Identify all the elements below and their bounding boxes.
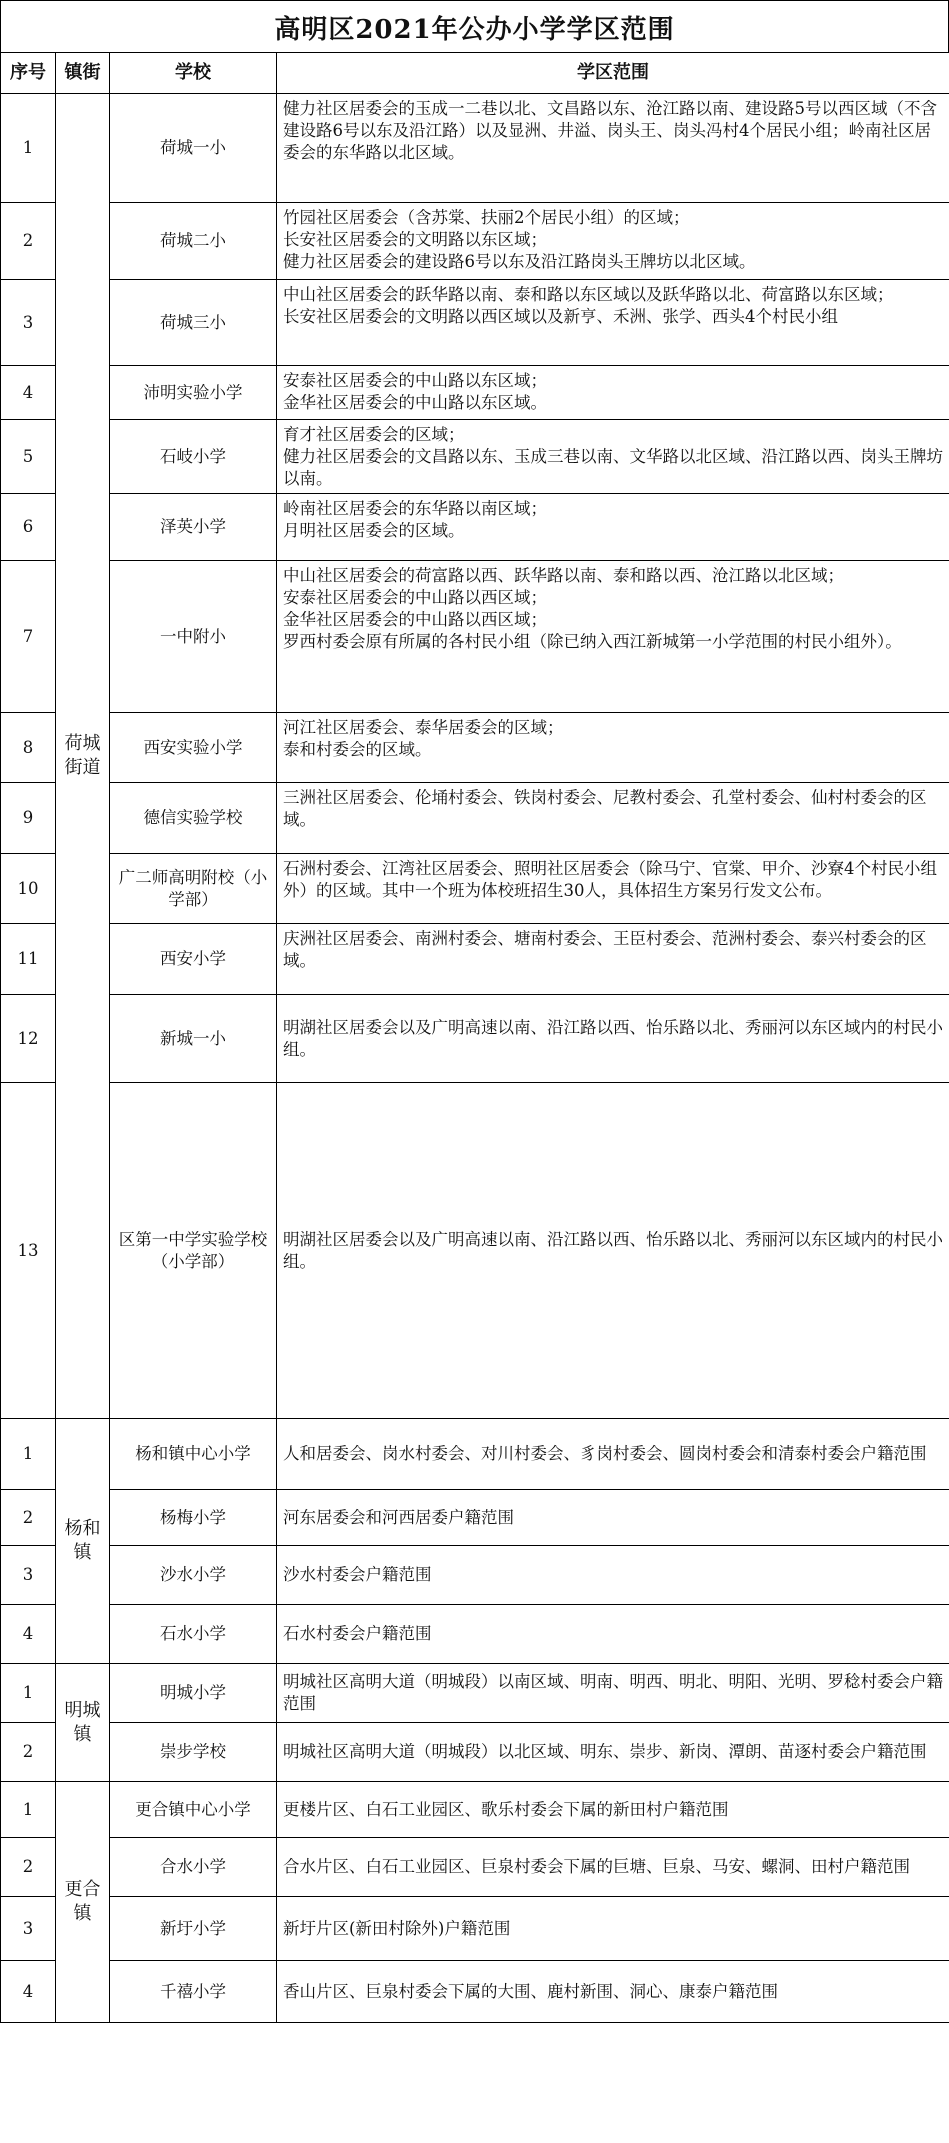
district-line: 安泰社区居委会的中山路以西区域；	[283, 588, 547, 607]
school-name: 荷城一小	[110, 94, 277, 203]
row-number: 11	[1, 924, 56, 995]
district-line: 香山片区、巨泉村委会下属的大围、鹿村新围、洞心、康泰户籍范围	[283, 1981, 778, 2001]
school-name: 新圩小学	[110, 1897, 277, 1961]
school-name: 区第一中学实验学校（小学部）	[110, 1083, 277, 1419]
table-row	[1, 420, 949, 494]
school-name: 石水小学	[110, 1605, 277, 1664]
town-cell	[56, 1419, 110, 1664]
district-line: 健力社区居委会的玉成一二巷以北、文昌路以东、沧江路以南、建设路5号以西区域（不含建设路6号以东及沿江路）以及显洲、井溢、岗头王、岗头冯村4个居民小组；岭南社区居委会的东华路以北区域。	[283, 99, 937, 162]
school-name: 一中附小	[110, 561, 277, 713]
district-scope	[277, 420, 949, 494]
district-line: 石水村委会户籍范围	[283, 1624, 432, 1643]
district-line: 合水片区、白石工业园区、巨泉村委会下属的巨塘、巨泉、马安、螺洞、田村户籍范围	[283, 1857, 910, 1876]
district-scope	[277, 1723, 949, 1782]
school-name: 明城小学	[110, 1664, 277, 1723]
row-number: 4	[1, 1605, 56, 1664]
district-line: 河东居委会和河西居委户籍范围	[283, 1507, 514, 1527]
table-row	[1, 1546, 949, 1605]
district-line: 更楼片区、白石工业园区、歌乐村委会下属的新田村户籍范围	[283, 1799, 729, 1819]
table-row	[1, 713, 949, 783]
table-row	[1, 783, 949, 854]
district-line: 育才社区居委会的区域；	[283, 425, 465, 444]
district-scope	[277, 995, 949, 1083]
row-number: 10	[1, 854, 56, 924]
header-district: 学区范围	[277, 53, 949, 94]
district-line: 安泰社区居委会的中山路以东区域；	[283, 371, 547, 390]
district-line: 泰和村委会的区域。	[283, 740, 432, 759]
row-number: 6	[1, 494, 56, 561]
row-number: 2	[1, 1838, 56, 1897]
district-line: 长安社区居委会的文明路以东区域；	[283, 230, 547, 249]
row-number: 3	[1, 1897, 56, 1961]
table-row	[1, 1961, 949, 2023]
district-scope	[277, 924, 949, 995]
table-row	[1, 494, 949, 561]
school-name: 合水小学	[110, 1838, 277, 1897]
header-no: 序号	[1, 53, 56, 94]
row-number: 2	[1, 203, 56, 280]
row-number: 12	[1, 995, 56, 1083]
table-row	[1, 1838, 949, 1897]
row-number: 1	[1, 1664, 56, 1723]
row-number: 1	[1, 94, 56, 203]
table-body	[1, 94, 949, 2023]
town-name: 杨和镇	[64, 1518, 101, 1563]
school-name: 荷城三小	[110, 280, 277, 366]
row-number: 8	[1, 713, 56, 783]
table-row	[1, 366, 949, 420]
school-name: 西安实验小学	[110, 713, 277, 783]
district-line: 健力社区居委会的文昌路以东、玉成三巷以南、文华路以北区域、沿江路以西、岗头王牌坊以南。	[283, 447, 943, 488]
district-line: 沙水村委会户籍范围	[283, 1565, 432, 1584]
town-name: 更合镇	[64, 1879, 101, 1924]
district-line: 竹园社区居委会（含苏棠、扶丽2个居民小组）的区域；	[283, 208, 690, 227]
school-name: 石岐小学	[110, 420, 277, 494]
district-scope	[277, 1419, 949, 1490]
town-name: 荷城街道	[64, 733, 101, 778]
school-name: 沙水小学	[110, 1546, 277, 1605]
table-row	[1, 1490, 949, 1546]
district-line: 健力社区居委会的建设路6号以东及沿江路岗头王牌坊以北区域。	[283, 252, 756, 271]
district-line: 中山社区居委会的跃华路以南、泰和路以东区域以及跃华路以北、荷富路以东区域；	[283, 285, 894, 304]
school-name: 泽英小学	[110, 494, 277, 561]
district-scope	[277, 1083, 949, 1419]
district-scope	[277, 1961, 949, 2023]
table-row	[1, 995, 949, 1083]
district-line: 河江社区居委会、泰华居委会的区域；	[283, 718, 564, 737]
district-line: 人和居委会、岗水村委会、对川村委会、豸岗村委会、圆岗村委会和清泰村委会户籍范围	[283, 1444, 927, 1463]
table-row	[1, 561, 949, 713]
school-name: 西安小学	[110, 924, 277, 995]
table-row	[1, 1083, 949, 1419]
district-line: 三洲社区居委会、伦埇村委会、铁岗村委会、尼教村委会、孔堂村委会、仙村村委会的区域。	[283, 788, 927, 829]
district-scope	[277, 561, 949, 713]
table-row	[1, 854, 949, 924]
row-number: 9	[1, 783, 56, 854]
district-scope	[277, 1897, 949, 1961]
row-number: 2	[1, 1723, 56, 1782]
table-row	[1, 1605, 949, 1664]
district-line: 中山社区居委会的荷富路以西、跃华路以南、泰和路以西、沧江路以北区域；	[283, 566, 844, 585]
district-scope	[277, 94, 949, 203]
town-cell	[56, 1782, 110, 2023]
row-number: 4	[1, 1961, 56, 2023]
row-number: 1	[1, 1782, 56, 1838]
district-line: 庆洲社区居委会、南洲村委会、塘南村委会、王臣村委会、范洲村委会、泰兴村委会的区域。	[283, 929, 927, 970]
row-number: 3	[1, 280, 56, 366]
school-name: 荷城二小	[110, 203, 277, 280]
town-name: 明城镇	[64, 1699, 101, 1745]
table-row	[1, 203, 949, 280]
row-number: 5	[1, 420, 56, 494]
district-scope	[277, 203, 949, 280]
row-number: 4	[1, 366, 56, 420]
district-scope	[277, 366, 949, 420]
header-row	[1, 53, 949, 94]
table-row	[1, 1723, 949, 1782]
town-cell	[56, 1664, 110, 1782]
table-row	[1, 280, 949, 366]
school-name: 杨梅小学	[110, 1490, 277, 1546]
table-row	[1, 94, 949, 203]
table-row	[1, 1897, 949, 1961]
row-number: 2	[1, 1490, 56, 1546]
district-scope	[277, 713, 949, 783]
district-scope	[277, 1546, 949, 1605]
district-line: 金华社区居委会的中山路以西区域；	[283, 610, 547, 629]
row-number: 3	[1, 1546, 56, 1605]
district-scope	[277, 1664, 949, 1723]
table-row	[1, 1419, 949, 1490]
district-line: 明湖社区居委会以及广明高速以南、沿江路以西、怡乐路以北、秀丽河以东区域内的村民小组。	[283, 1017, 943, 1059]
school-name: 新城一小	[110, 995, 277, 1083]
district-line: 岭南社区居委会的东华路以南区域；	[283, 499, 547, 518]
district-scope	[277, 1490, 949, 1546]
district-scope	[277, 1605, 949, 1664]
header-school: 学校	[110, 53, 277, 94]
district-scope	[277, 280, 949, 366]
district-line: 新圩片区(新田村除外)户籍范围	[283, 1918, 511, 1938]
table-row	[1, 1664, 949, 1723]
district-scope	[277, 494, 949, 561]
school-name: 更合镇中心小学	[110, 1782, 277, 1838]
row-number: 13	[1, 1083, 56, 1419]
district-line: 明城社区高明大道（明城段）以北区域、明东、崇步、新岗、潭朗、苗逐村委会户籍范围	[283, 1742, 927, 1761]
district-line: 罗西村委会原有所属的各村民小组（除已纳入西江新城第一小学范围的村民小组外）。	[283, 632, 902, 651]
school-name: 德信实验学校	[110, 783, 277, 854]
header-town: 镇街	[56, 53, 110, 94]
table-title: 高明区2021年公办小学学区范围	[0, 0, 949, 53]
school-name: 崇步学校	[110, 1723, 277, 1782]
district-line: 明湖社区居委会以及广明高速以南、沿江路以西、怡乐路以北、秀丽河以东区域内的村民小组。	[283, 1229, 943, 1271]
school-name: 千禧小学	[110, 1961, 277, 2023]
table-row	[1, 924, 949, 995]
district-scope	[277, 1838, 949, 1897]
table-row	[1, 1782, 949, 1838]
district-line: 月明社区居委会的区域。	[283, 521, 465, 540]
row-number: 7	[1, 561, 56, 713]
school-district-table	[0, 52, 949, 2023]
district-line: 长安社区居委会的文明路以西区域以及新亨、禾洲、张学、西头4个村民小组	[283, 307, 838, 326]
district-line: 金华社区居委会的中山路以东区域。	[283, 393, 547, 412]
district-scope	[277, 783, 949, 854]
district-line: 明城社区高明大道（明城段）以南区域、明南、明西、明北、明阳、光明、罗稔村委会户籍范围	[283, 1672, 943, 1713]
school-name: 广二师高明附校（小学部）	[110, 854, 277, 924]
district-line: 石洲村委会、江湾社区居委会、照明社区居委会（除马宁、官棠、甲介、沙寮4个村民小组外）的区域。其中一个班为体校班招生30人，具体招生方案另行发文公布。	[283, 859, 937, 900]
school-name: 杨和镇中心小学	[110, 1419, 277, 1490]
school-name: 沛明实验小学	[110, 366, 277, 420]
row-number: 1	[1, 1419, 56, 1490]
district-scope	[277, 854, 949, 924]
district-scope	[277, 1782, 949, 1838]
town-cell	[56, 94, 110, 1419]
